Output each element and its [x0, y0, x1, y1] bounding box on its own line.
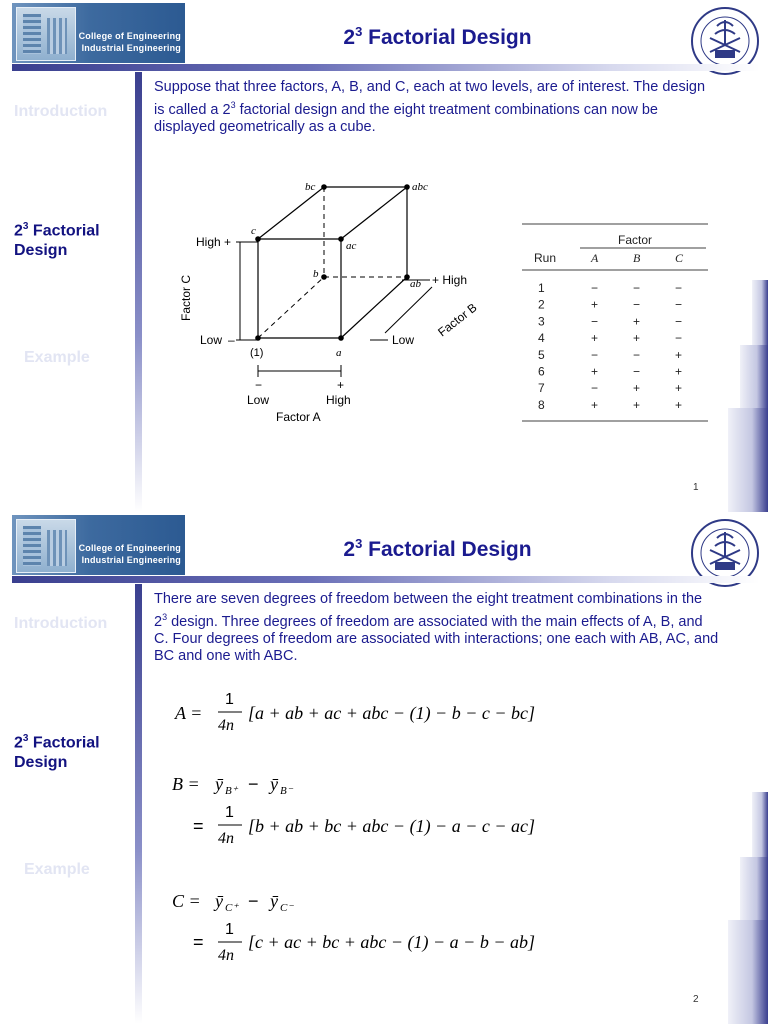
vertex-bc — [321, 184, 327, 190]
table-cell: + — [633, 331, 641, 346]
table-cell: + — [675, 381, 683, 396]
nav-introduction[interactable]: Introduction — [14, 615, 108, 632]
label-a: a — [336, 347, 342, 359]
eq-a-lhs: A = — [175, 703, 203, 723]
eq-b-mean2: ȳ — [270, 774, 278, 794]
eq-b-lhs: B = — [172, 774, 200, 794]
vertex-c — [255, 236, 261, 242]
sidebar-divider — [135, 72, 142, 512]
label-ab: ab — [410, 278, 421, 290]
label-abc: abc — [412, 181, 428, 193]
nav-factorial-design[interactable]: $2^3$ Factorial Design — [14, 221, 100, 260]
banner-department: Industrial Engineering — [81, 43, 181, 53]
table-cell: − — [675, 281, 683, 295]
sidebar-divider — [135, 584, 142, 1024]
a-plus-label: + — [337, 378, 345, 392]
c-low-label: Low — [200, 333, 223, 347]
eq-c-den: 4n — [218, 947, 234, 962]
eq-b-sub2: B⁻ — [280, 785, 293, 797]
eq-c-sub1: C⁺ — [225, 902, 239, 914]
table-cell: + — [633, 397, 641, 412]
eq-b-num: 1 — [225, 804, 234, 821]
vertex-b — [321, 274, 327, 280]
design-table — [520, 220, 710, 425]
table-run-number: 6 — [538, 364, 545, 379]
factor-c-label: Factor C — [179, 274, 193, 321]
eq-b-den: 4n — [218, 830, 234, 847]
table-cell: + — [675, 347, 683, 362]
table-cell: + — [591, 397, 599, 412]
slide-2 — [0, 512, 768, 1024]
eq-b-minus: − — [248, 774, 259, 794]
slide-title: $2^3$ Factorial Design — [343, 536, 532, 561]
factor-b-label: Factor B — [435, 300, 480, 340]
slide-title: $2^3$ Factorial Design — [343, 24, 532, 49]
a-minus-label: − — [255, 378, 263, 392]
table-cell: + — [675, 364, 683, 379]
table-cell: − — [591, 347, 599, 362]
col-a: A — [591, 251, 599, 265]
eq-c-lhs: C = — [172, 891, 201, 911]
nav-factorial-design[interactable]: $2^3$ Factorial Design — [14, 733, 100, 772]
cube-diagram — [170, 175, 490, 430]
col-run: Run — [534, 251, 557, 265]
vertex-ac — [338, 236, 344, 242]
slide-body-text: There are seven degrees of freedom between the eight treatment combinations in the $2^3$ design. Three degrees of freedom are associated with the main effects of A, B, and C. Four degrees of freedom are associated with interactions; one each with AB, AC, and BC and one with ABC. — [154, 591, 719, 665]
page-number: 1 — [693, 482, 699, 493]
header-rule — [12, 576, 760, 583]
eq-b-mean1: ȳ — [215, 774, 223, 794]
page-number: 2 — [693, 994, 699, 1005]
table-cell: − — [633, 281, 641, 295]
table-cell: − — [591, 314, 599, 329]
building-image — [16, 7, 76, 61]
eq-b-rhs: [b + ab + bc + abc − (1) − a − c − ac] — [248, 816, 535, 836]
eq-a-num: 1 — [225, 691, 234, 708]
corner-decoration — [728, 920, 768, 1024]
nav-example[interactable]: Example — [24, 861, 90, 878]
table-run-number: 7 — [538, 381, 545, 396]
factor-header: Factor — [618, 233, 653, 247]
b-low-label: Low — [392, 333, 415, 347]
table-cell: − — [675, 314, 683, 329]
eq-c-sub2: C⁻ — [280, 902, 294, 914]
banner-college: College of Engineering — [78, 31, 181, 41]
table-run-number: 2 — [538, 297, 545, 312]
eq-a-den: 4n — [218, 717, 234, 734]
table-cell: − — [633, 347, 641, 362]
a-high-label: High — [326, 393, 351, 407]
svg-text:–: – — [228, 333, 235, 347]
table-cell: + — [633, 314, 641, 329]
label-1: (1) — [250, 347, 264, 359]
building-image — [16, 519, 76, 573]
banner-department: Industrial Engineering — [81, 555, 181, 565]
eq-c-mean2: ȳ — [270, 891, 278, 911]
eq-c-equals: = — [193, 932, 204, 952]
eq-c-minus: − — [248, 891, 259, 911]
eq-b-equals: = — [193, 816, 204, 836]
eq-b-sub1: B⁺ — [225, 785, 238, 797]
table-run-number: 4 — [538, 331, 545, 346]
b-high-label: + High — [432, 273, 468, 287]
table-cell: − — [675, 297, 683, 312]
eq-c-num: 1 — [225, 921, 234, 938]
college-banner — [12, 515, 185, 575]
table-cell: − — [591, 381, 599, 396]
factor-a-label: Factor A — [276, 410, 321, 424]
nav-example[interactable]: Example — [24, 349, 90, 366]
c-high-label: High + — [196, 235, 232, 249]
table-cell: − — [633, 364, 641, 379]
table-cell: − — [633, 297, 641, 312]
label-b: b — [313, 268, 319, 280]
table-cell: − — [675, 331, 683, 346]
college-banner — [12, 3, 185, 63]
eq-c-rhs: [c + ac + bc + abc − (1) − a − b − ab] — [248, 932, 535, 952]
a-low-label: Low — [247, 393, 270, 407]
table-cell: + — [591, 297, 599, 312]
banner-college: College of Engineering — [78, 543, 181, 553]
label-c: c — [251, 225, 256, 237]
table-cell: − — [591, 281, 599, 295]
table-run-number: 8 — [538, 397, 545, 412]
table-cell: + — [591, 331, 599, 346]
vertex-abc — [404, 184, 410, 190]
label-ac: ac — [346, 240, 357, 252]
vertex-ab — [404, 274, 410, 280]
table-cell: + — [675, 397, 683, 412]
table-run-number: 3 — [538, 314, 545, 329]
eq-c-mean1: ȳ — [215, 891, 223, 911]
table-cell: + — [591, 364, 599, 379]
col-b: B — [633, 251, 641, 265]
table-cell: + — [633, 381, 641, 396]
col-c: C — [675, 251, 684, 265]
nav-introduction[interactable]: Introduction — [14, 103, 108, 120]
table-run-number: 1 — [538, 281, 545, 295]
header-rule — [12, 64, 760, 71]
vertex-a — [338, 335, 344, 341]
table-run-number: 5 — [538, 347, 545, 362]
effect-equations — [160, 682, 640, 962]
eq-a-rhs: [a + ab + ac + abc − (1) − b − c − bc] — [248, 703, 535, 723]
label-bc: bc — [305, 181, 316, 193]
corner-decoration — [728, 408, 768, 512]
slide-body-text: Suppose that three factors, A, B, and C, each at two levels, are of interest. The design is called a $2^3$ factorial design and the eight treatment combinations can now be displayed geometrically as a cube. — [154, 79, 706, 135]
